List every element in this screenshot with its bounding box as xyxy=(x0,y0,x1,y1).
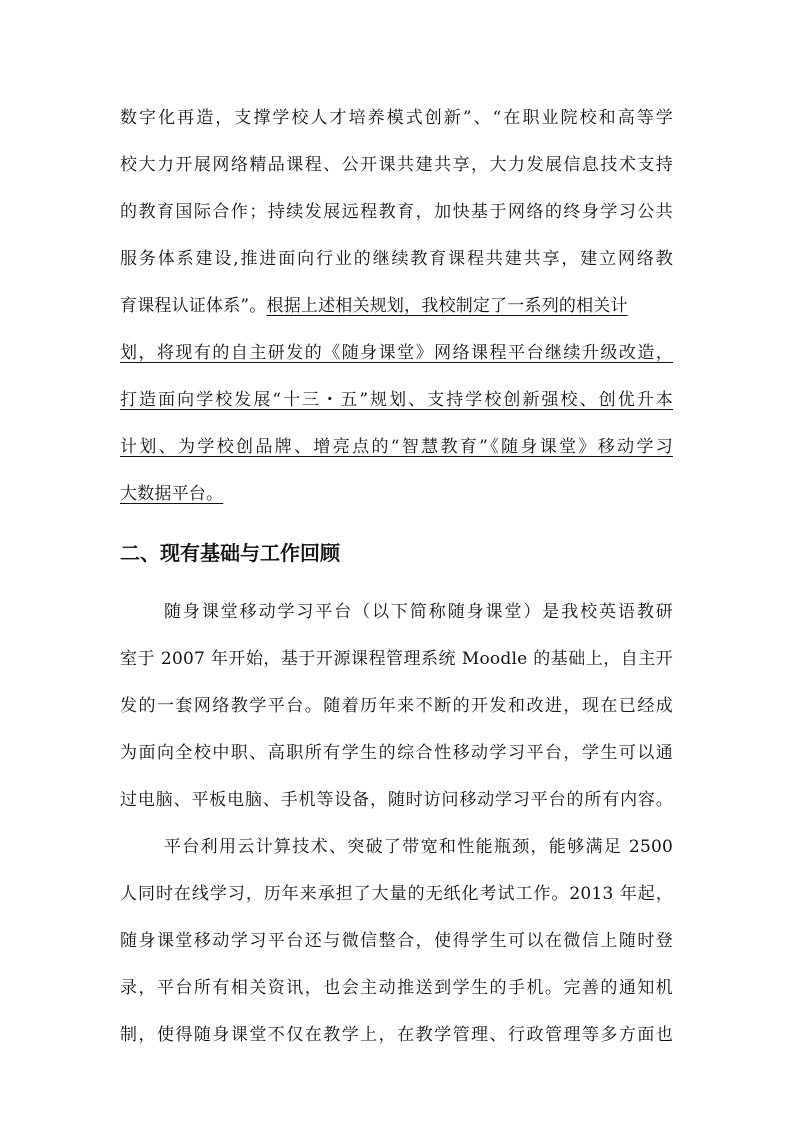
body-text-line: 室于 2007 年开始，基于开源课程管理系统 Moodle 的基础上，自主开 xyxy=(120,649,673,669)
body-text-line: 的教育国际合作；持续发展远程教育，加快基于网络的终身学习公共 xyxy=(120,202,673,222)
body-text-line: 过电脑、平板电脑、手机等设备，随时访问移动学习平台的所有内容。 xyxy=(120,790,673,810)
underlined-text-line: 打造面向学校发展“十三・五”规划、支持学校创新强校、创优升本 xyxy=(120,390,673,410)
body-text-line: 数字化再造，支撑学校人才培养模式创新”、“在职业院校和高等学 xyxy=(120,108,673,128)
body-text-line: 平台利用云计算技术、突破了带宽和性能瓶颈，能够满足 2500 xyxy=(164,837,673,857)
body-text-line xyxy=(120,290,673,322)
underlined-text-line: 大数据平台。 xyxy=(120,484,224,504)
body-text-plain: 育课程认证体系”。 xyxy=(120,296,267,316)
body-text-line: 随身课堂移动学习平台还与微信整合，使得学生可以在微信上随时登 xyxy=(120,931,673,951)
body-text-line: 服务体系建设,推进面向行业的继续教育课程共建共享，建立网络教 xyxy=(120,249,673,269)
body-text-line: 为面向全校中职、高职所有学生的综合性移动学习平台，学生可以通 xyxy=(120,743,673,763)
underlined-text-line: 划，将现有的自主研发的《随身课堂》网络课程平台继续升级改造， xyxy=(120,343,673,363)
body-text-line: 发的一套网络教学平台。随着历年来不断的开发和改进，现在已经成 xyxy=(120,696,673,716)
underlined-text-line: 计划、为学校创品牌、增亮点的“智慧教育”《随身课堂》移动学习 xyxy=(120,437,673,457)
body-text-line: 制，使得随身课堂不仅在教学上，在教学管理、行政管理等多方面也 xyxy=(120,1025,673,1045)
body-text-line: 录，平台所有相关资讯，也会主动推送到学生的手机。完善的通知机 xyxy=(120,978,673,998)
body-text-line: 校大力开展网络精品课程、公开课共建共享，大力发展信息技术支持 xyxy=(120,155,673,175)
underlined-text: 根据上述相关规划，我校制定了一系列的相关计 xyxy=(266,296,628,316)
body-text-line: 随身课堂移动学习平台（以下简称随身课堂）是我校英语教研 xyxy=(164,602,673,622)
section-heading: 二、现有基础与工作回顾 xyxy=(120,541,340,565)
body-text-line: 人同时在线学习，历年来承担了大量的无纸化考试工作。2013 年起， xyxy=(120,884,673,904)
